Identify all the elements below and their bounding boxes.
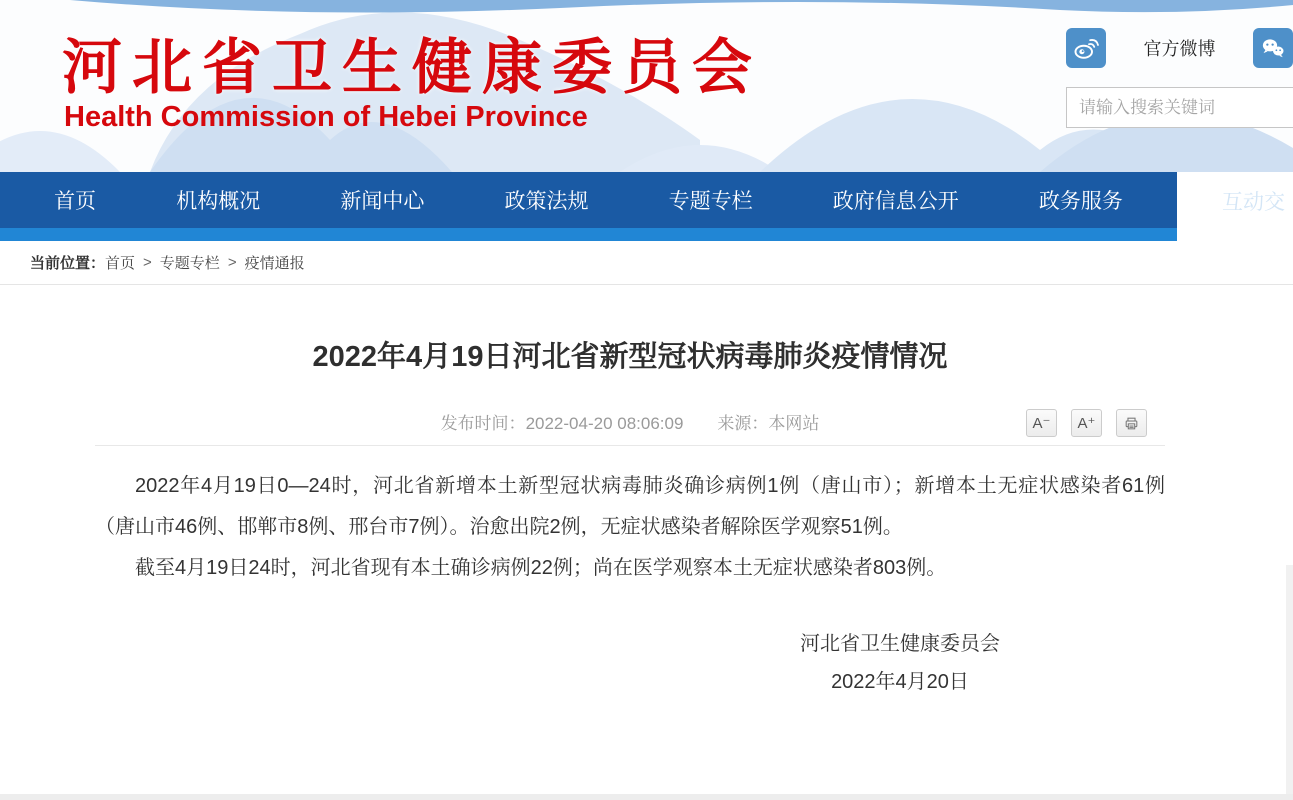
publish-time-label: 发布时间：: [440, 414, 526, 433]
nav-item-policies-regulations[interactable]: 政策法规: [504, 190, 589, 213]
search-input[interactable]: [1066, 87, 1293, 128]
nav-item-gov-services[interactable]: 政务服务: [1038, 190, 1123, 213]
nav-item-special-topics[interactable]: 专题专栏: [668, 190, 753, 213]
breadcrumb-special-topics[interactable]: 专题专栏: [159, 255, 220, 272]
article-signature: [800, 625, 1000, 701]
nav-item-gov-info-disclosure[interactable]: 政府信息公开: [832, 190, 959, 213]
wechat-icon[interactable]: [1253, 28, 1293, 68]
main-nav: [0, 172, 1177, 228]
signature-date: 2022年4月20日: [831, 671, 969, 693]
breadcrumb-home[interactable]: 首页: [105, 255, 136, 272]
printer-icon: [1123, 415, 1140, 432]
article-paragraph-1: 2022年4月19日0—24时，河北省新增本土新型冠状病毒肺炎确诊病例1例（唐山市）；新增本土无症状感染者61例（唐山市46例、邯郸市8例、邢台市7例）。治愈出院2例，无症状感染者解除医学观察51例。: [95, 475, 1165, 538]
font-increase-button[interactable]: A⁺: [1071, 409, 1102, 437]
signature-name: 河北省卫生健康委员会: [800, 633, 1000, 655]
breadcrumb-separator: >: [227, 254, 237, 271]
page-bottom-edge: [0, 794, 1293, 800]
print-button[interactable]: [1116, 409, 1147, 437]
nav-item-interaction-cutoff[interactable]: 互动交: [1222, 191, 1285, 214]
article-paragraph-2: 截至4月19日24时，河北省现有本土确诊病例22例；尚在医学观察本土无症状感染者803例。: [135, 557, 947, 579]
social-links: [1066, 28, 1293, 68]
article-title: 2022年4月19日河北省新型冠状病毒肺炎疫情情况: [312, 341, 948, 373]
site-title-zh: 河北省卫生健康委员会: [62, 34, 762, 101]
publish-time-value: 2022-04-20 08:06:09: [525, 414, 684, 433]
nav-item-home[interactable]: 首页: [54, 190, 97, 213]
article-meta-row: [95, 409, 1165, 439]
article-toolbar: [1026, 409, 1147, 437]
source-label: 来源：: [717, 414, 769, 433]
breadcrumb-separator: >: [143, 254, 152, 271]
site-title-en: Health Commission of Hebei Province: [64, 101, 588, 133]
breadcrumb-prefix: 当前位置：: [30, 255, 106, 272]
breadcrumb-epidemic-report[interactable]: 疫情通报: [244, 255, 305, 272]
weibo-icon[interactable]: [1066, 28, 1106, 68]
nav-item-news-center[interactable]: 新闻中心: [340, 190, 425, 213]
article: [95, 286, 1165, 701]
article-meta: [95, 409, 1165, 439]
site-header: [0, 0, 1293, 172]
source-value: 本网站: [768, 414, 820, 433]
article-body: [95, 446, 1165, 589]
nav-accent-strip: [0, 228, 1177, 241]
weibo-label: 官方微博: [1143, 39, 1216, 59]
nav-item-organization[interactable]: 机构概况: [176, 190, 261, 213]
font-decrease-button[interactable]: A⁻: [1026, 409, 1057, 437]
breadcrumb: [0, 241, 1293, 285]
page-right-edge: [1286, 565, 1293, 794]
